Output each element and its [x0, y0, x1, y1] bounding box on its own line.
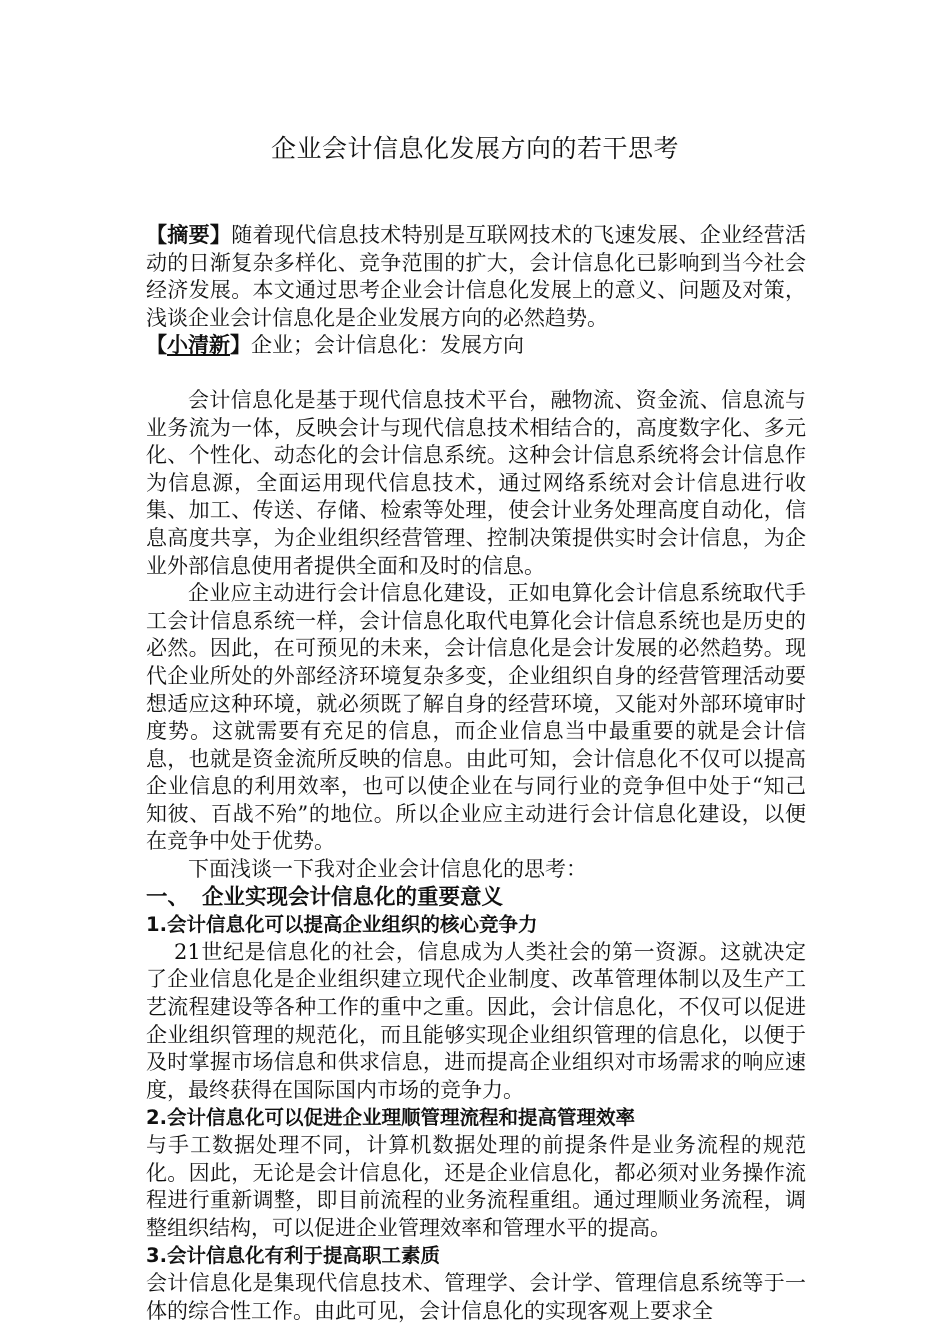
keywords-bracket-open: 【: [146, 333, 167, 358]
abstract-label: 【摘要】: [146, 223, 232, 247]
subsection-heading-2: 2.会计信息化可以促进企业理顺管理流程和提高管理效率: [146, 1106, 635, 1130]
document-body: [146, 222, 806, 1325]
keywords-label: 小清新: [167, 333, 230, 358]
subsection-heading-3: 3.会计信息化有利于提高职工素质: [146, 1244, 440, 1268]
intro-paragraph-1: 会计信息化是基于现代信息技术平台，融物流、资金流、信息流与业务流为一体，反映会计与现代信息技术相结合的，高度数字化、多元化、个性化、动态化的会计信息系统。这种会计信息系统将会计信息作为信息源，全面运用现代信息技术，通过网络系统对会计信息进行收集、加工、传送、存储、检索等处理，使会计业务处理高度自动化，信息高度共享，为企业组织经营管理、控制决策提供实时会计信息，为企业外部信息使用者提供全面和及时的信息。: [146, 387, 806, 578]
keywords-bracket-close: 】: [230, 333, 251, 358]
subsection-paragraph-1: 21世纪是信息化的社会，信息成为人类社会的第一资源。这就决定了企业信息化是企业组织建立现代企业制度、改革管理体制以及生产工艺流程建设等各种工作的重中之重。因此，会计信息化，不仅可以促进企业组织管理的规范化，而且能够实现企业组织管理的信息化，以便于及时掌握市场信息和供求信息，进而提高企业组织对市场需求的响应速度，最终获得在国际国内市场的竞争力。: [146, 939, 806, 1102]
subsection-heading-1: 1.会计信息化可以提高企业组织的核心竞争力: [146, 913, 538, 937]
keywords-paragraph: [146, 332, 806, 360]
abstract-text: 随着现代信息技术特别是互联网技术的飞速发展、企业经营活动的日渐复杂多样化、竞争范围的扩大，会计信息化已影响到当今社会经济发展。本文通过思考企业会计信息化发展上的意义、问题及对策，浅谈企业会计信息化是企业发展方向的必然趋势。: [146, 223, 807, 330]
abstract-paragraph: [146, 222, 806, 332]
section-title: 企业实现会计信息化的重要意义: [202, 884, 504, 910]
blank-line: [146, 360, 806, 387]
intro-paragraph-3: 下面浅谈一下我对企业会计信息化的思考：: [188, 857, 587, 882]
section-heading-1: [146, 884, 806, 912]
intro-paragraph-2: 企业应主动进行会计信息化建设，正如电算化会计信息系统取代手工会计信息系统一样，会计信息化取代电算化会计信息系统也是历史的必然。因此，在可预见的未来，会计信息化是会计发展的必然趋势。现代企业所处的外部经济环境复杂多变，企业组织自身的经营管理活动要想适应这种环境，就必须既了解自身的经营环境，又能对外部环境审时度势。这就需要有充足的信息，而企业信息当中最重要的就是会计信息，也就是资金流所反映的信息。由此可知，会计信息化不仅可以提高企业信息的利用效率，也可以使企业在与同行业的竞争但中处于“知己知彼、百战不殆”的地位。所以企业应主动进行会计信息化建设，以便在竞争中处于优势。: [146, 581, 806, 854]
subsection-paragraph-3: 会计信息化是集现代信息技术、管理学、会计学、管理信息系统等于一体的综合性工作。由此可见，会计信息化的实现客观上要求全: [146, 1270, 806, 1323]
keywords-text: 企业；会计信息化：发展方向: [251, 333, 524, 358]
subsection-paragraph-2: 与手工数据处理不同，计算机数据处理的前提条件是业务流程的规范化。因此，无论是会计信息化，还是企业信息化，都必须对业务操作流程进行重新调整，即目前流程的业务流程重组。通过理顺业务流程，调整组织结构，可以促进企业管理效率和管理水平的提高。: [146, 1133, 806, 1240]
section-number: 一、: [146, 884, 190, 910]
document-title: 企业会计信息化发展方向的若干思考: [270, 134, 679, 163]
